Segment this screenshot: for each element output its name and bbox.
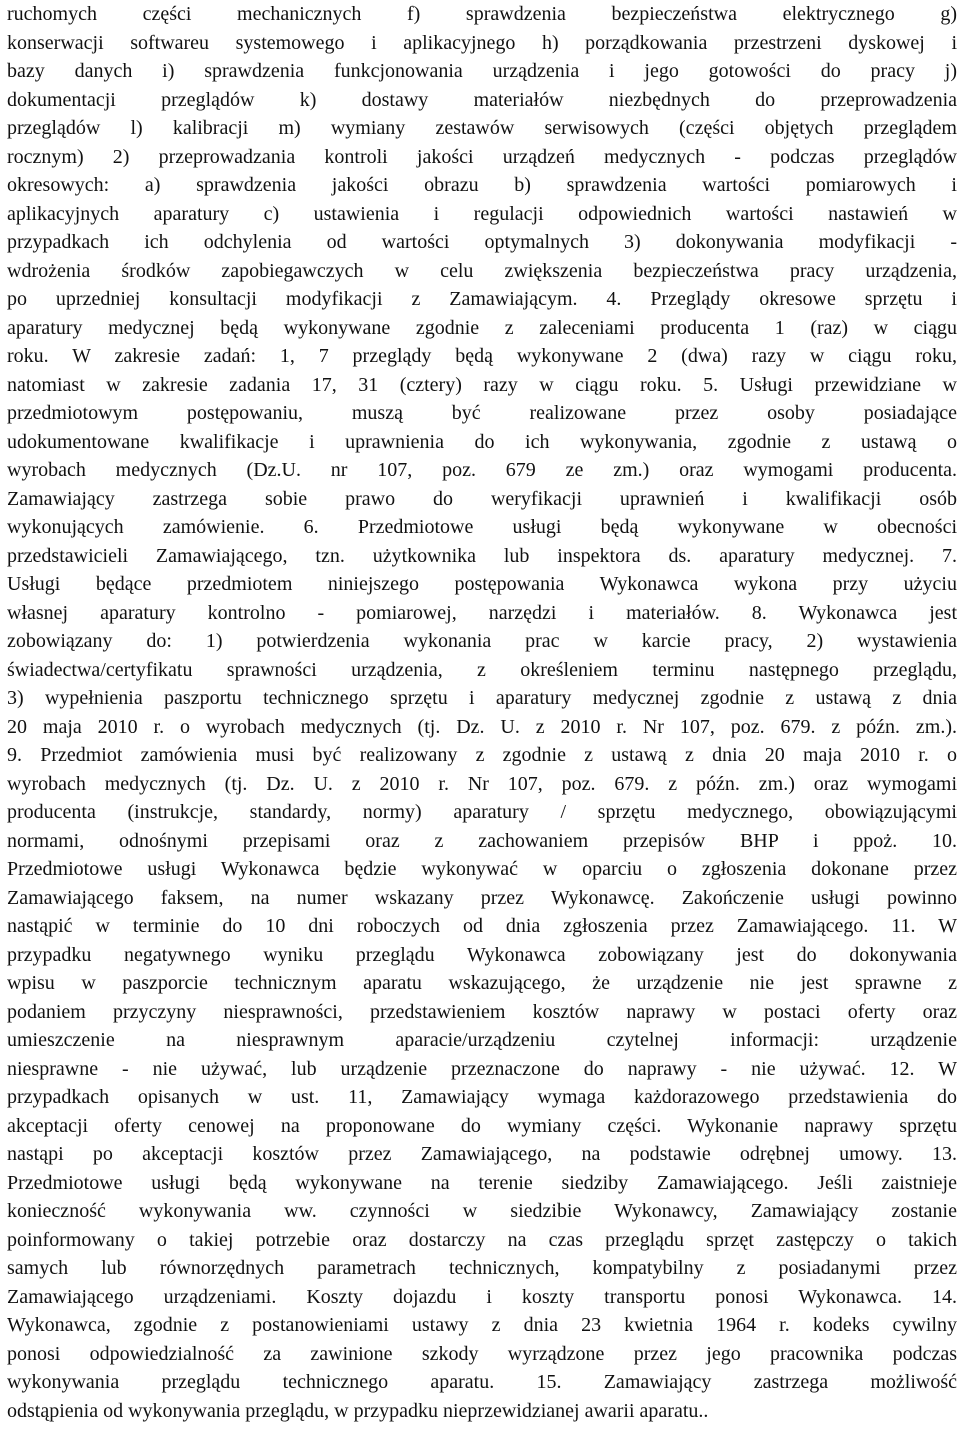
text-line: bazy danych i) sprawdzenia funkcjonowania urządzenia i jego gotowości do pracy j)	[7, 60, 957, 82]
text-line: nastąpić w terminie do 10 dni roboczych od dnia zgłoszenia przez Zamawiającego. 11. W	[7, 915, 957, 937]
text-line: akceptacji oferty cenowej na proponowane do wymiany części. Wykonanie naprawy sprzętu	[7, 1114, 957, 1137]
text-line: dokumentacji przeglądów k) dostawy materiałów niezbędnych do przeprowadzenia	[7, 88, 957, 111]
text-line: wyrobach medycznych (tj. Dz. U. z 2010 r. Nr 107, poz. 679. z późn. zm.) oraz wymogami	[7, 772, 957, 795]
text-line: konserwacji softwareu systemowego i aplikacyjnego h) porządkowania przestrzeni dyskowej i	[7, 31, 957, 54]
document-body-text	[7, 0, 957, 1425]
text-line: samych lub równorzędnych parametrach technicznych, kompatybilny z posiadanymi przez	[7, 1257, 957, 1279]
text-line: przypadku negatywnego wyniku przeglądu Wykonawca zobowiązany jest do dokonywania	[7, 943, 957, 966]
text-line: umieszczenie na niesprawnym aparacie/urządzeniu czytelnej informacji: urządzenie	[7, 1029, 957, 1051]
text-line: podaniem przyczyny niesprawności, przedstawieniem kosztów naprawy w postaci oferty oraz	[7, 1000, 957, 1023]
text-line: wdrożenia środków zapobiegawczych w celu zwiększenia bezpieczeństwa pracy urządzenia,	[7, 259, 957, 282]
text-line: własnej aparatury kontrolno - pomiarowej, narzędzi i materiałów. 8. Wykonawca jest	[7, 601, 957, 624]
text-line: okresowych: a) sprawdzenia jakości obrazu b) sprawdzenia wartości pomiarowych i	[7, 174, 957, 196]
text-line: poinformowany o takiej potrzebie oraz dostarczy na czas przeglądu sprzęt zastępczy o takich	[7, 1228, 957, 1251]
text-line: Przedmiotowe usługi Wykonawca będzie wykonywać w oparciu o zgłoszenia dokonane przez	[7, 858, 957, 880]
text-line: Zamawiający zastrzega sobie prawo do weryfikacji uprawnień i kwalifikacji osób	[7, 487, 957, 510]
text-line: przedmiotowym postępowaniu, muszą być realizowane przez osoby posiadające	[7, 402, 957, 424]
text-line: producenta (instrukcje, standardy, normy) aparatury / sprzętu medycznego, obowiązującymi	[7, 801, 957, 823]
text-line: natomiast w zakresie zadania 17, 31 (cztery) razy w ciągu roku. 5. Usługi przewidziane w	[7, 373, 957, 396]
text-line: ruchomych części mechanicznych f) sprawdzenia bezpieczeństwa elektrycznego g)	[7, 3, 957, 25]
text-line: zobowiązany do: 1) potwierdzenia wykonania prac w karcie pracy, 2) wystawienia	[7, 630, 957, 652]
text-line: wpisu w paszporcie technicznym aparatu wskazującego, że urządzenie nie jest sprawne z	[7, 972, 957, 994]
text-line: konieczność wykonywania ww. czynności w siedzibie Wykonawcy, Zamawiający zostanie	[7, 1200, 957, 1222]
text-line: udokumentowane kwalifikacje i uprawnienia do ich wykonywania, zgodnie z ustawą o	[7, 430, 957, 453]
text-line: wyrobach medycznych (Dz.U. nr 107, poz. 679 ze zm.) oraz wymogami producenta.	[7, 459, 957, 481]
text-line: przedstawicieli Zamawiającego, tzn. użytkownika lub inspektora ds. aparatury medycznej. 7.	[7, 544, 957, 567]
text-line: odstąpienia od wykonywania przeglądu, w przypadku nieprzewidzianej awarii aparatu..	[7, 1399, 709, 1422]
text-line: nastąpi po akceptacji kosztów przez Zamawiającego, na podstawie odrębnej umowy. 13.	[7, 1143, 957, 1165]
text-line: Wykonawca, zgodnie z postanowieniami ustawy z dnia 23 kwietnia 1964 r. kodeks cywilny	[7, 1314, 957, 1336]
text-line: świadectwa/certyfikatu sprawności urządzenia, z określeniem terminu następnego przeglądu,	[7, 658, 957, 681]
text-line: ponosi odpowiedzialność za zawinione szkody wyrządzone przez jego pracownika podczas	[7, 1342, 957, 1365]
text-line: Przedmiotowe usługi będą wykonywane na terenie siedziby Zamawiającego. Jeśli zaistnieje	[7, 1171, 957, 1194]
text-line: 9. Przedmiot zamówienia musi być realizowany z zgodnie z ustawą z dnia 20 maja 2010 r. o	[7, 744, 957, 766]
text-line: Usługi będące przedmiotem niniejszego postępowania Wykonawca wykona przy użyciu	[7, 573, 957, 595]
text-line: 3) wypełnienia paszportu technicznego sprzętu i aparatury medycznej zgodnie z ustawą z dnia	[7, 687, 957, 709]
text-line: aplikacyjnych aparatury c) ustawienia i regulacji odpowiednich wartości nastawień w	[7, 202, 957, 225]
text-line: wykonujących zamówienie. 6. Przedmiotowe usługi będą wykonywane w obecności	[7, 516, 957, 538]
text-line: roku. W zakresie zadań: 1, 7 przeglądy będą wykonywane 2 (dwa) razy w ciągu roku,	[7, 345, 957, 367]
text-line: przypadkach opisanych w ust. 11, Zamawiający wymaga każdorazowego przedstawienia do	[7, 1086, 957, 1108]
text-line: przypadkach ich odchylenia od wartości optymalnych 3) dokonywania modyfikacji -	[7, 231, 957, 253]
text-line: wykonywania przeglądu technicznego aparatu. 15. Zamawiający zastrzega możliwość	[7, 1371, 957, 1393]
text-line: przeglądów l) kalibracji m) wymiany zestawów serwisowych (części objętych przeglądem	[7, 117, 957, 139]
text-line: niesprawne - nie używać, lub urządzenie przeznaczone do naprawy - nie używać. 12. W	[7, 1057, 957, 1080]
text-line: normami, odnośnymi przepisami oraz z zachowaniem przepisów BHP i ppoż. 10.	[7, 829, 957, 852]
text-line: Zamawiającego urządzeniami. Koszty dojazdu i koszty transportu ponosi Wykonawca. 14.	[7, 1285, 957, 1308]
text-line: 20 maja 2010 r. o wyrobach medycznych (tj. Dz. U. z 2010 r. Nr 107, poz. 679. z późn. zm.).	[7, 715, 957, 738]
text-line: po uprzedniej konsultacji modyfikacji z Zamawiającym. 4. Przeglądy okresowe sprzętu i	[7, 288, 957, 310]
text-line: rocznym) 2) przeprowadzania kontroli jakości urządzeń medycznych - podczas przeglądów	[7, 145, 957, 168]
text-line: Zamawiającego faksem, na numer wskazany przez Wykonawcę. Zakończenie usługi powinno	[7, 886, 957, 909]
text-line: aparatury medycznej będą wykonywane zgodnie z zaleceniami producenta 1 (raz) w ciągu	[7, 316, 957, 339]
